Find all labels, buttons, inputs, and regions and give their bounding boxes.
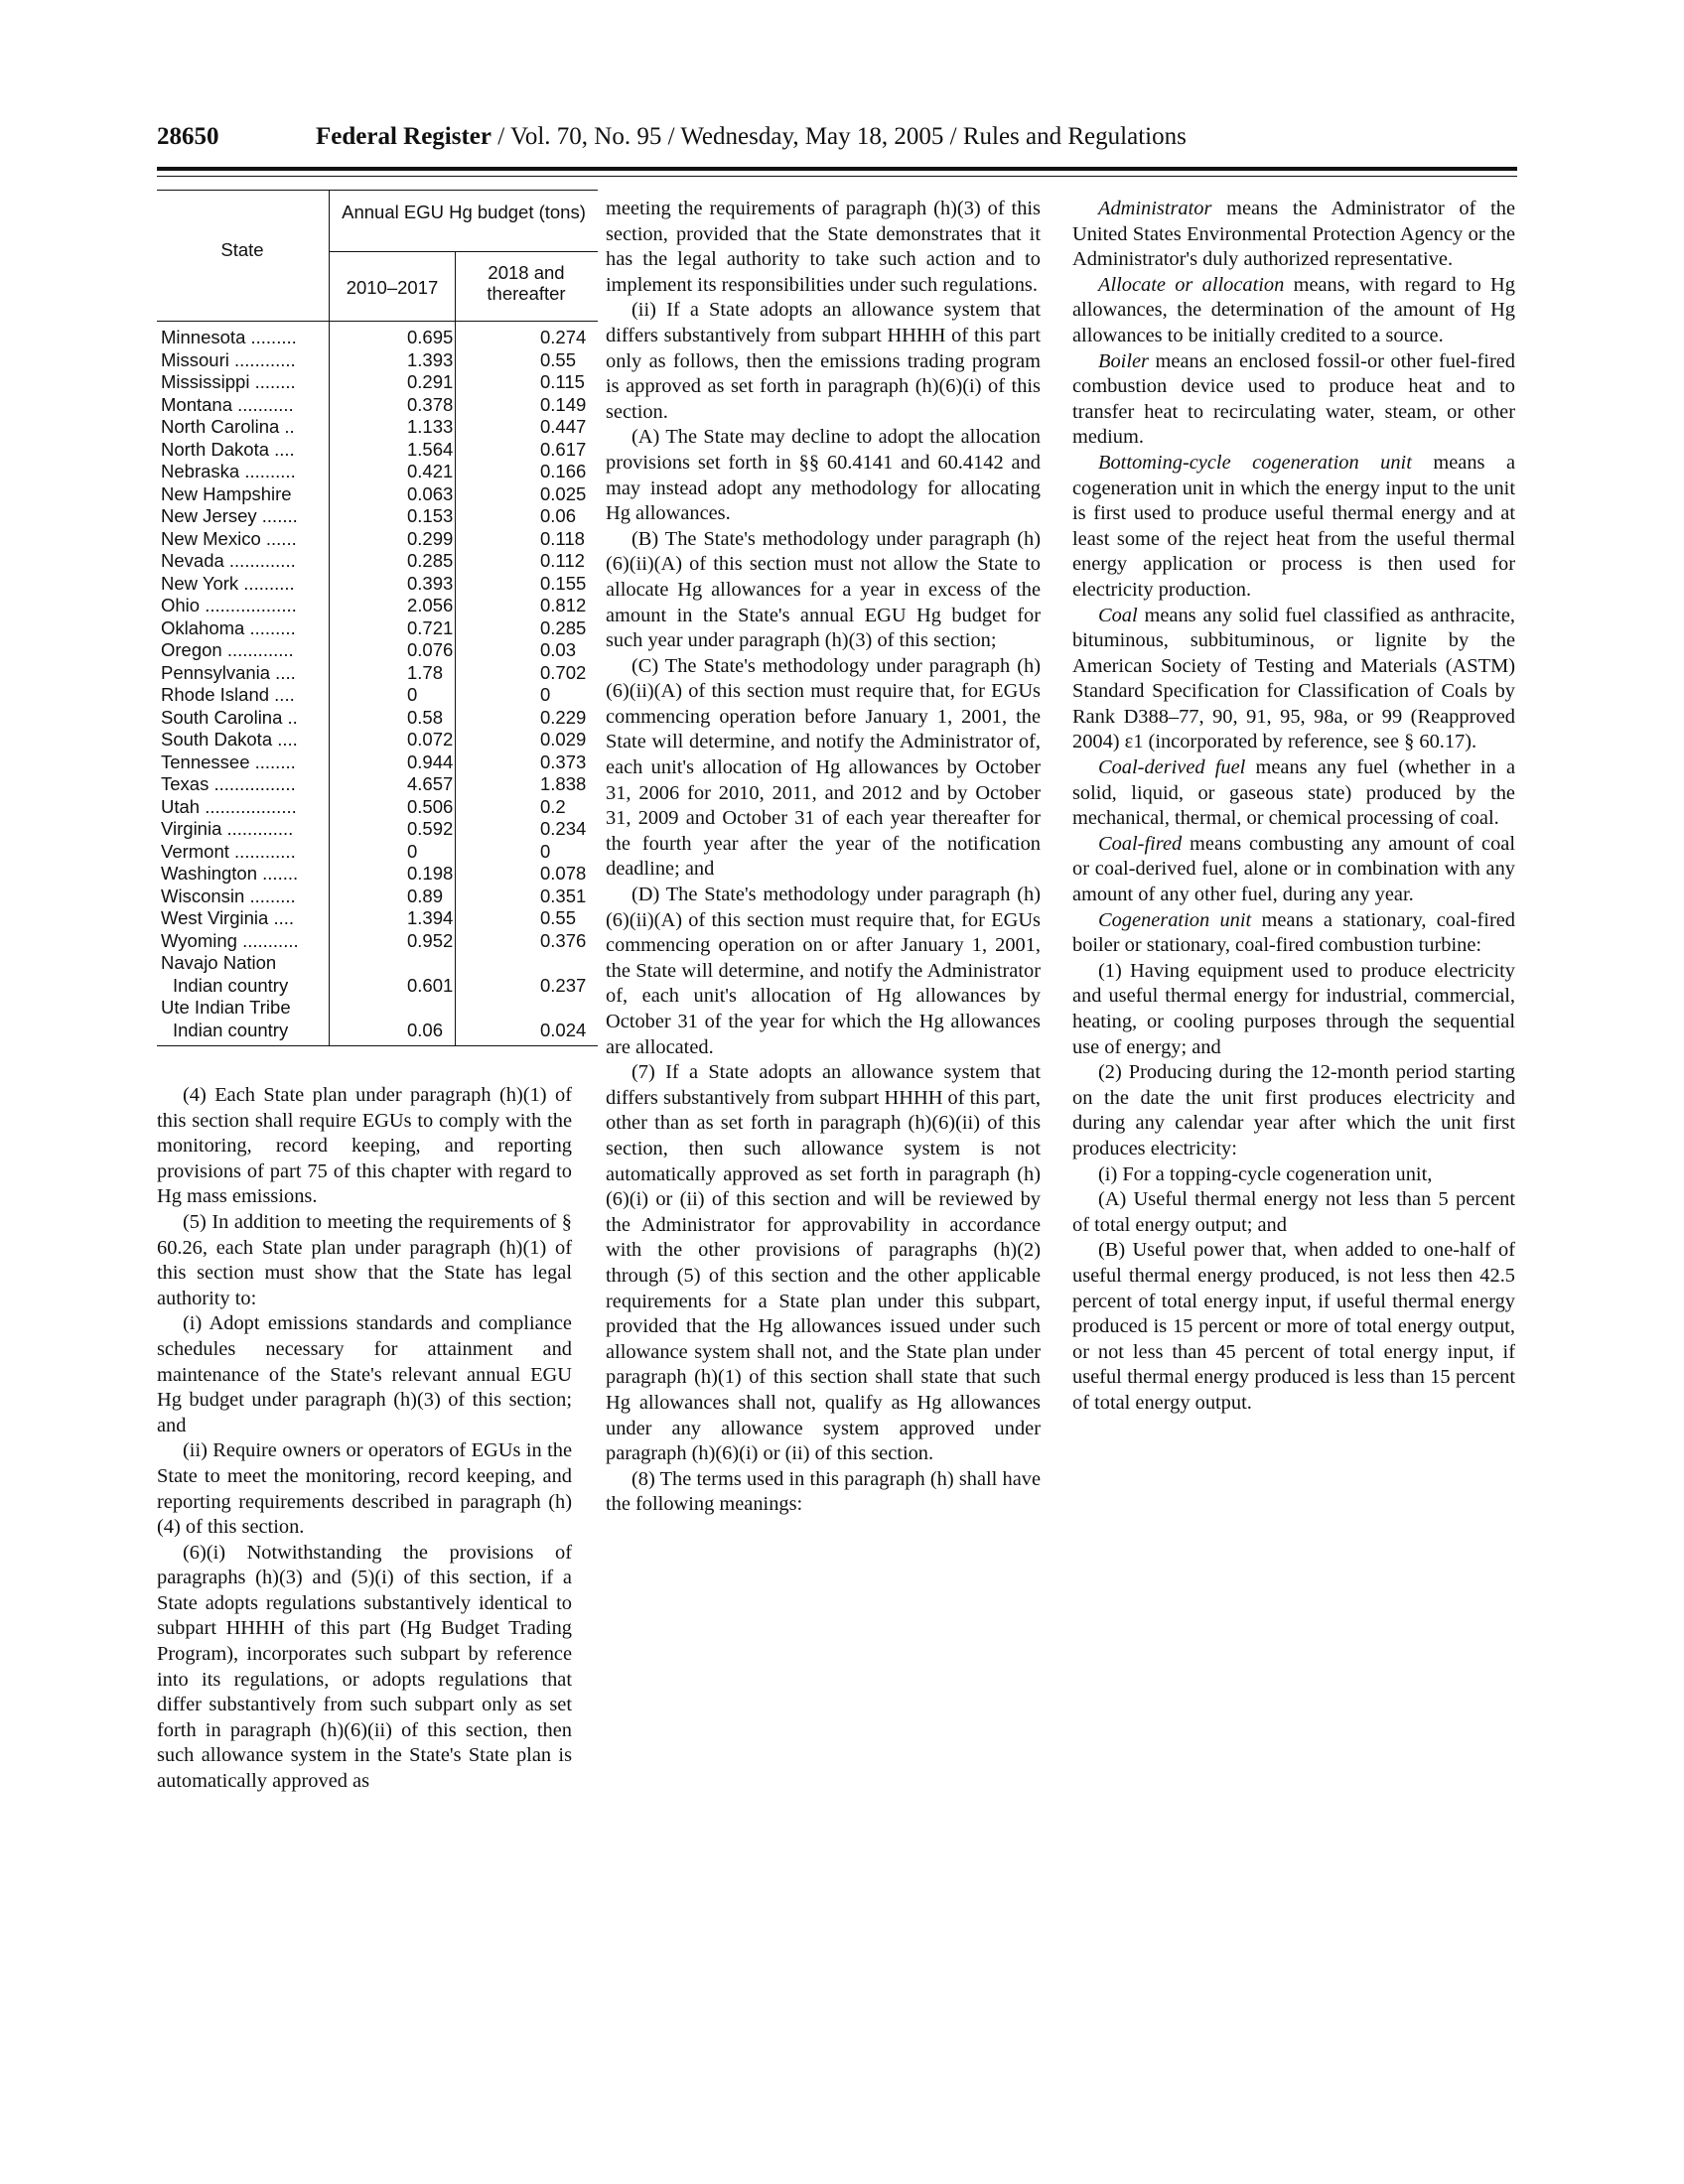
table-row: [157, 617, 598, 640]
table-header-period-2: 2018 and thereafter: [487, 262, 566, 304]
row-state-line2: Indian country: [173, 1019, 289, 1040]
row-value-2010: 4.657: [407, 773, 454, 794]
definition-text: means a stationary, coal-fired boiler or stationary, coal-fired combustion turbine:: [1072, 908, 1515, 957]
paragraph: (B) Useful power that, when added to one-half of useful thermal energy produced, is not less then 42.5 percent of total energy input, if useful thermal energy produced is 15 percent or more of total energy output, or not less than 45 percent of total energy input, if useful thermal energy produced is less than 15 percent of total energy output.: [1072, 1239, 1515, 1414]
row-value-2018: 0.376: [540, 929, 587, 951]
table-row: [157, 952, 598, 997]
table-bottom-rule: [157, 1045, 598, 1046]
row-value-2018: 0.812: [540, 595, 587, 615]
definition: [1072, 908, 1515, 959]
definition-term: Bottoming-cycle cogeneration unit: [1098, 451, 1412, 474]
row-value-2018: 0.024: [540, 1019, 587, 1040]
row-value-2010: 0.393: [407, 572, 454, 594]
paragraph: (ii) Require owners or operators of EGUs in the State to meet the monitoring, record keeping, and reporting requirements described in paragraph (h)(4) of this section.: [157, 1439, 572, 1539]
row-state: Montana ...........: [161, 393, 294, 415]
row-state: New Mexico ......: [161, 527, 297, 549]
definition-term: Administrator: [1098, 198, 1212, 219]
paragraph: (5) In addition to meeting the requirements of § 60.26, each State plan under paragraph (h)(1) of this section must show that the State has legal authority to:: [157, 1210, 572, 1309]
table-row: [157, 818, 598, 841]
row-value-2018: 0: [540, 840, 551, 862]
table-header-subrule: [330, 251, 598, 252]
row-value-2018: 0.234: [540, 818, 587, 839]
definition: [1072, 197, 1515, 273]
row-value-2010: 0.89: [407, 885, 444, 906]
definition: [1072, 273, 1515, 349]
publication-name: Federal Register: [316, 123, 492, 150]
row-value-2018: 0.702: [540, 661, 587, 683]
row-value-2010: 0.58: [407, 706, 444, 728]
paragraph: (C) The State's methodology under paragraph (h)(6)(ii)(A) of this section must require that, for EGUs commencing operation before January 1, 2001, the State will determine, and notify the Administrator of, each unit's allocation of Hg allowances by October 31, 2006 for 2010, 2011, and 2012 and by October 31, 2009 and October 31 of each year thereafter for the fourth year after the year of the notification deadline; and: [606, 654, 1041, 881]
paragraph: (i) Adopt emissions standards and compliance schedules necessary for attainment and maintenance of the State's relevant annual EGU Hg budget under paragraph (h)(3) of this section; and: [157, 1312, 572, 1436]
paragraph: (8) The terms used in this paragraph (h) shall have the following meanings:: [606, 1467, 1041, 1516]
paragraph: (6)(i) Notwithstanding the provisions of paragraphs (h)(3) and (5)(i) of this section, if a State adopts regulations substantively identical to subpart HHHH of this part (Hg Budget Trading Program), incorporates such subpart by reference into its regulations, or adopts regulations that differ substantively from such subpart only as set forth in paragraph (h)(6)(ii) of this section, then such allowance system in the State's State plan is automatically approved as: [157, 1541, 572, 1793]
row-state-line2: Indian country: [173, 974, 289, 996]
table-header-bottom-rule: [157, 321, 598, 322]
paragraph: (A) The State may decline to adopt the allocation provisions set forth in §§ 60.4141 and 60.4142 and may instead adopt any methodology for allocating Hg allowances.: [606, 426, 1041, 525]
row-value-2018: 0.274: [540, 327, 587, 347]
table-row: [157, 505, 598, 528]
page-number: 28650: [157, 123, 219, 150]
table-row: [157, 595, 598, 617]
paragraph: (B) The State's methodology under paragraph (h)(6)(ii)(A) of this section must not allow the State to allocate Hg allowances for a year in excess of the amount in the State's annual EGU Hg budget for such year under paragraph (h)(3) of this section;: [606, 527, 1041, 652]
row-state: North Dakota ....: [161, 438, 295, 460]
paragraph: (7) If a State adopts an allowance system that differs substantively from subpart HHHH of this part, other than as set forth in paragraph (h)(6)(ii) of this section, then such allowance system is not automatically approved as set forth in paragraph (h)(6)(i) or (ii) of this section and will be reviewed by the Administrator for approvability in accordance with the other provisions of paragraphs (h)(2) through (5) of this section and the other applicable requirements for a State plan under this subpart, provided that the Hg allowances issued under such allowance system shall not, and the State plan under paragraph (h)(1) of this section shall state that such Hg allowances shall not, qualify as Hg allowances under any allowance system approved under paragraph (h)(6)(i) or (ii) of this section.: [606, 1061, 1041, 1465]
row-value-2010: 1.133: [407, 416, 454, 437]
row-value-2010: 0.063: [407, 482, 454, 504]
row-state: New Jersey .......: [161, 505, 298, 526]
row-value-2010: 0.299: [407, 527, 454, 549]
row-state: Nebraska ..........: [161, 461, 296, 481]
row-value-2018: 0.617: [540, 438, 587, 460]
row-state: [161, 952, 328, 997]
row-state: Minnesota .........: [161, 327, 297, 347]
table-row: [157, 863, 598, 886]
definition-text: means, with regard to Hg allowances, the determination of the amount of Hg allowances to be initially credited to a source.: [1072, 273, 1515, 346]
row-state: Tennessee ........: [161, 751, 296, 772]
row-state: [161, 997, 328, 1041]
definition-text: means any solid fuel classified as anthracite, bituminous, subbituminous, or lignite by the American Society of Testing and Materials (ASTM) Standard Specification for Classification of Coals by Rank D388–77, 90, 91, 95, 98a, or 99 (Reapproved 2004) ε1 (incorporated by reference, see § 60.17).: [1072, 604, 1515, 753]
row-state: Missouri ............: [161, 348, 296, 370]
table-row: [157, 461, 598, 483]
row-value-2018: 0: [540, 684, 551, 705]
row-value-2010: 0.952: [407, 929, 454, 951]
definition-text: means any fuel (whether in a solid, liquid, or gaseous state) produced by the mechanical, thermal, or chemical processing of coal.: [1072, 756, 1515, 830]
definition-text: means combusting any amount of coal or coal-derived fuel, alone or in combination with any amount of any other fuel, during any year.: [1072, 832, 1515, 906]
definition-term: Cogeneration unit: [1098, 908, 1252, 931]
paragraph: (2) Producing during the 12-month period starting on the date the unit first produces electricity and during any calendar year after which the unit first produces electricity:: [1072, 1061, 1515, 1160]
definition: [1072, 832, 1515, 908]
definition-term: Coal: [1098, 604, 1138, 626]
row-state: Pennsylvania ....: [161, 661, 296, 683]
row-value-2018: 0.166: [540, 461, 587, 481]
table-row: [157, 662, 598, 685]
row-value-2018: 0.03: [540, 639, 577, 660]
table-row: [157, 550, 598, 573]
row-value-2018: 0.078: [540, 863, 587, 884]
definition-term: Coal-fired: [1098, 832, 1183, 855]
table-row: [157, 773, 598, 796]
row-state: Rhode Island ....: [161, 684, 295, 705]
row-state-line1: Ute Indian Tribe: [161, 997, 291, 1018]
row-value-2010: 0.285: [407, 550, 454, 571]
row-value-2010: 1.393: [407, 348, 454, 370]
table-body: [157, 327, 598, 1041]
row-value-2018: 0.115: [540, 371, 585, 392]
table-row: [157, 394, 598, 417]
paragraph: (4) Each State plan under paragraph (h)(1) of this section shall require EGUs to comply with the monitoring, record keeping, and reporting provisions of part 75 of this chapter with regard to Hg mass emissions.: [157, 1084, 572, 1208]
definition: [1072, 604, 1515, 756]
row-state: South Dakota ....: [161, 729, 298, 750]
definition: [1072, 349, 1515, 451]
definition-text: means an enclosed fossil-or other fuel-fired combustion device used to produce heat and to transfer heat to recirculating water, steam, or other medium.: [1072, 349, 1515, 449]
paragraph: (D) The State's methodology under paragraph (h)(6)(ii)(A) of this section must require that, for EGUs commencing operation on or after January 1, 2001, the State will determine, and notify the Administrator of, each unit's allocation of Hg allowances by October 31 of the year for which the Hg allowances are allocated.: [606, 884, 1041, 1058]
row-value-2010: 0.944: [407, 751, 454, 772]
row-state: Oregon .............: [161, 639, 294, 660]
row-value-2018: 0.55: [540, 348, 577, 370]
row-value-2010: 1.78: [407, 661, 444, 683]
row-value-2018: 0.285: [540, 616, 587, 638]
table-header-period-1: 2010–2017: [346, 277, 439, 298]
table-row: [157, 796, 598, 819]
row-value-2018: 1.838: [540, 773, 587, 794]
paragraph: (ii) If a State adopts an allowance system that differs substantively from subpart HHHH of this part only as follows, then the emissions trading program is approved as set forth in paragraph (h)(6)(i) of this section.: [606, 299, 1041, 423]
table-row: [157, 930, 598, 953]
row-value-2010: 0.198: [407, 863, 454, 884]
row-value-2018: 0.029: [540, 729, 587, 750]
row-value-2010: 0.153: [407, 505, 454, 526]
running-head: [316, 123, 1187, 151]
row-state: New Hampshire: [161, 482, 292, 504]
row-value-2010: 0.291: [407, 371, 454, 392]
table-row: [157, 327, 598, 349]
column-1-text: [157, 1083, 572, 1795]
row-value-2018: 0.55: [540, 907, 577, 928]
table-row: [157, 639, 598, 662]
row-state: Ohio ..................: [161, 595, 297, 615]
row-value-2018: 0.155: [540, 572, 587, 594]
row-value-2018: 0.149: [540, 393, 587, 415]
row-value-2010: 1.564: [407, 438, 454, 460]
table-row: [157, 841, 598, 864]
row-value-2018: 0.447: [540, 416, 587, 437]
row-state: Wyoming ...........: [161, 929, 299, 951]
row-state: North Carolina ..: [161, 416, 295, 437]
row-value-2018: 0.112: [540, 550, 585, 571]
paragraph: (A) Useful thermal energy not less than 5 percent of total energy output; and: [1072, 1188, 1515, 1236]
definition-text: means a cogeneration unit in which the energy input to the unit is first used to produce useful thermal energy and at least some of the reject heat from the useful thermal energy application or process is then used for electricity production.: [1072, 451, 1515, 601]
table-row: [157, 684, 598, 707]
table-row: [157, 907, 598, 930]
table-row: [157, 439, 598, 462]
row-value-2010: 0.506: [407, 795, 454, 817]
row-value-2010: 0: [407, 840, 418, 862]
definition-term: Coal-derived fuel: [1098, 756, 1246, 779]
definition: [1072, 451, 1515, 604]
row-value-2010: 0.076: [407, 639, 454, 660]
table-row: [157, 371, 598, 394]
table-top-rule: [157, 190, 598, 191]
row-state: South Carolina ..: [161, 706, 298, 728]
row-value-2010: 0.601: [407, 974, 454, 996]
row-state: New York ..........: [161, 572, 295, 594]
row-state: Mississippi ........: [161, 371, 296, 392]
row-value-2018: 0.351: [540, 885, 587, 906]
definition-term: Allocate or allocation: [1098, 273, 1285, 296]
row-value-2010: 0.592: [407, 818, 454, 839]
row-value-2010: 0.695: [407, 327, 454, 347]
row-value-2010: 0: [407, 684, 418, 705]
page-header: [157, 123, 1515, 159]
table-header-state: State: [220, 239, 264, 260]
header-rule-thick: [157, 167, 1517, 171]
column-3-text: [1072, 197, 1515, 1417]
row-value-2018: 0.237: [540, 974, 587, 996]
volume-info: / Vol. 70, No. 95 / Wednesday, May 18, 2005 / Rules and Regulations: [491, 123, 1187, 150]
paragraph: (i) For a topping-cycle cogeneration unit,: [1098, 1162, 1433, 1185]
table-row: [157, 528, 598, 551]
row-value-2018: 0.2: [540, 795, 566, 817]
table-row: [157, 707, 598, 730]
table-row: [157, 886, 598, 908]
paragraph: (1) Having equipment used to produce electricity and useful thermal energy for industrial, commercial, heating, or cooling purposes through the sequential use of energy; and: [1072, 959, 1515, 1058]
table-row: [157, 349, 598, 372]
table-row: [157, 573, 598, 596]
paragraph: meeting the requirements of paragraph (h)(3) of this section, provided that the State demonstrates that it has the legal authority to take such action and to implement its responsibilities under such regulations.: [606, 198, 1041, 296]
column-2-text: [606, 197, 1041, 1518]
row-state: Nevada .............: [161, 550, 296, 571]
table-row: [157, 997, 598, 1041]
row-value-2010: 0.378: [407, 393, 454, 415]
table-row: [157, 483, 598, 506]
row-value-2010: 1.394: [407, 907, 454, 928]
row-value-2010: 0.721: [407, 616, 454, 638]
row-value-2018: 0.06: [540, 505, 577, 526]
row-value-2018: 0.025: [540, 482, 587, 504]
definition: [1072, 755, 1515, 832]
row-state: Texas ................: [161, 773, 296, 794]
row-state: Vermont ............: [161, 840, 296, 862]
row-state: Utah ..................: [161, 795, 297, 817]
row-value-2010: 0.06: [407, 1019, 444, 1040]
row-value-2010: 0.072: [407, 729, 454, 750]
header-rule-thin: [157, 176, 1517, 177]
row-value-2018: 0.229: [540, 706, 587, 728]
table-header-budget: Annual EGU Hg budget (tons): [342, 202, 586, 222]
row-value-2018: 0.373: [540, 751, 587, 772]
row-state: Washington .......: [161, 863, 299, 884]
row-state: West Virginia ....: [161, 907, 295, 928]
row-value-2010: 0.421: [407, 461, 454, 481]
row-value-2018: 0.118: [540, 527, 585, 549]
table-row: [157, 729, 598, 751]
row-state: Oklahoma .........: [161, 616, 296, 638]
row-state: Wisconsin .........: [161, 885, 296, 906]
definition-text: means the Administrator of the United States Environmental Protection Agency or the Administrator's duly authorized representative.: [1072, 198, 1515, 271]
table-row: [157, 416, 598, 439]
row-value-2010: 2.056: [407, 595, 454, 615]
row-state-line1: Navajo Nation: [161, 952, 277, 973]
row-state: Virginia .............: [161, 818, 294, 839]
definition-term: Boiler: [1098, 349, 1149, 372]
table-row: [157, 751, 598, 774]
